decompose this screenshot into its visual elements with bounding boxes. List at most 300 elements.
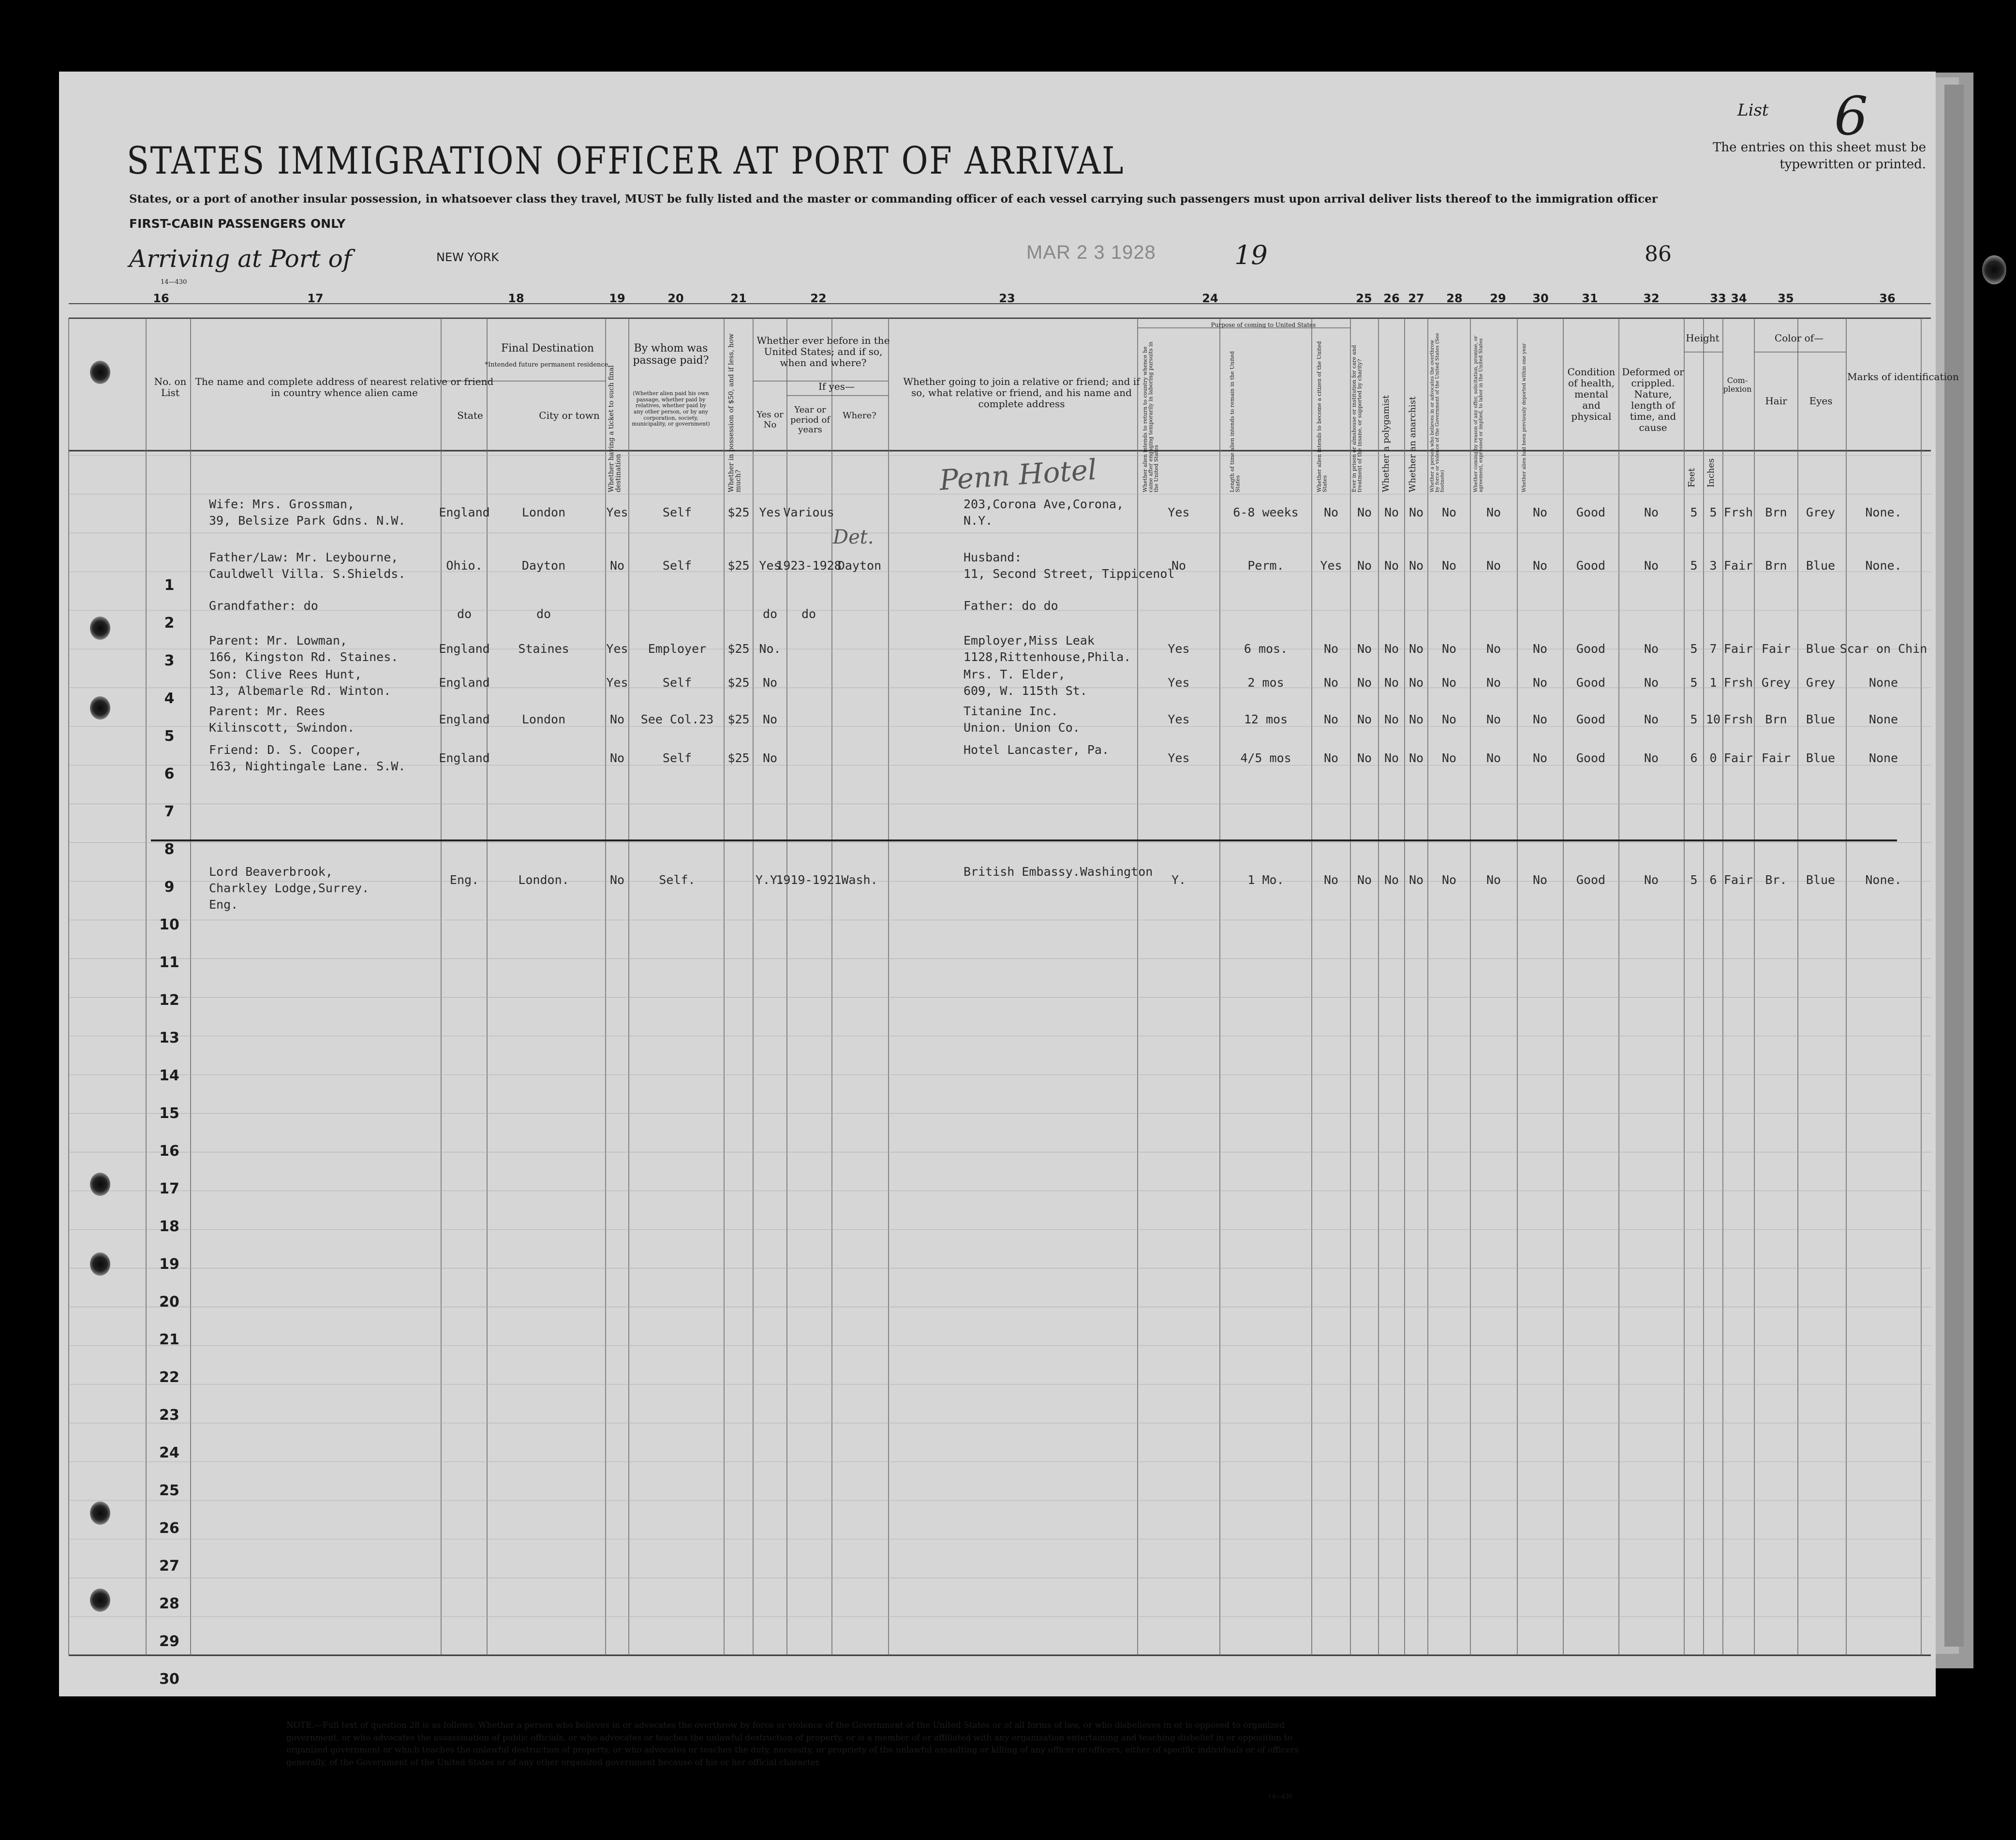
eye-color: Blue — [1806, 873, 1836, 887]
column-number: 17 — [307, 292, 324, 305]
purpose-return-value: No — [1171, 559, 1186, 573]
join-relative-line: Hotel Lancaster, Pa. — [964, 743, 1110, 757]
destination-city: Dayton — [521, 559, 566, 573]
height-inches: 7 — [1709, 642, 1717, 656]
destination-city: London — [521, 505, 566, 519]
height-feet: 5 — [1690, 873, 1698, 887]
prison-value: No — [1357, 505, 1372, 519]
labor-offer-value: No — [1486, 505, 1501, 519]
height-feet: 5 — [1690, 642, 1698, 656]
join-relative-line: Titanine Inc. — [964, 704, 1058, 718]
column-number: 18 — [508, 292, 524, 305]
anarchist-value: No — [1408, 559, 1424, 573]
column-number: 16 — [153, 292, 169, 305]
deformed-value: No — [1644, 642, 1659, 656]
relative-address-line: Wife: Mrs. Grossman, — [209, 497, 355, 511]
deformed-value: No — [1644, 505, 1659, 519]
deported-value: No — [1532, 642, 1548, 656]
deformed-value: No — [1644, 873, 1659, 887]
polygamist-value: No — [1384, 712, 1399, 726]
purpose-return-value: Yes — [1168, 505, 1190, 519]
passage-paid-by: Self — [662, 676, 692, 690]
row-number: 13 — [159, 1030, 179, 1046]
height-feet: 5 — [1690, 712, 1698, 726]
header-final-destination: Final Destination — [501, 342, 594, 354]
length-of-stay: 4/5 mos — [1240, 751, 1291, 765]
eye-color: Blue — [1806, 712, 1836, 726]
row-number: 11 — [159, 954, 179, 971]
health-value: Good — [1576, 642, 1606, 656]
deported-value: No — [1532, 559, 1548, 573]
column-number: 22 — [810, 292, 827, 305]
eye-color: Blue — [1806, 751, 1836, 765]
row-number: 18 — [159, 1218, 179, 1235]
header-inches: Inches — [1706, 458, 1716, 487]
row-number: 26 — [159, 1520, 179, 1537]
identification-marks: None — [1868, 676, 1898, 690]
deported-value: No — [1532, 873, 1548, 887]
header-year-period: Year or period of years — [790, 405, 830, 435]
ticket-value: No — [609, 559, 625, 573]
destination-state: England — [439, 751, 490, 765]
citizen-intent: No — [1323, 676, 1339, 690]
height-inches: 1 — [1709, 676, 1717, 690]
row-number: 25 — [159, 1482, 179, 1499]
row-number: 21 — [159, 1331, 179, 1348]
length-of-stay: 1 Mo. — [1247, 873, 1284, 887]
header-no-on-list: No. on List — [154, 376, 187, 398]
anarchist-value: No — [1408, 873, 1424, 887]
deformed-value: No — [1644, 676, 1659, 690]
height-inches: 0 — [1709, 751, 1717, 765]
overthrow-value: No — [1441, 642, 1457, 656]
destination-state: England — [439, 676, 490, 690]
purpose-return-value: Yes — [1168, 676, 1190, 690]
destination-city: Staines — [518, 642, 569, 656]
column-number: 29 — [1490, 292, 1506, 305]
prison-value: No — [1357, 676, 1372, 690]
relative-address-line: Cauldwell Villa. S.Shields. — [209, 567, 406, 581]
handwritten-penn-hotel: Penn Hotel — [938, 453, 1098, 497]
ever-before-value: do — [762, 607, 778, 621]
hair-color: Fair — [1761, 642, 1791, 656]
header-final-destination-note: *Intended future permanent residence. — [485, 361, 610, 368]
join-relative-line: 609, W. 115th St. — [964, 684, 1087, 698]
complexion-value: Fair — [1723, 559, 1753, 573]
height-inches: 10 — [1705, 712, 1721, 726]
citizen-intent: No — [1323, 642, 1339, 656]
binder-hole — [90, 1589, 110, 1612]
height-inches: 6 — [1709, 873, 1717, 887]
identification-marks: None — [1868, 751, 1898, 765]
header-height: Height — [1686, 332, 1720, 344]
header-ever-before: Whether ever before in the United States; and if so, when and where? — [756, 335, 890, 368]
typewritten-instruction: The entries on this sheet must be typewritten or printed. — [1713, 140, 1926, 172]
ever-before-value: No — [762, 712, 778, 726]
identification-marks: None. — [1865, 873, 1902, 887]
height-inches: 3 — [1709, 559, 1717, 573]
passage-paid-by: Self — [662, 751, 692, 765]
deported-value: No — [1532, 712, 1548, 726]
row-number: 24 — [159, 1444, 179, 1461]
destination-state: Eng. — [449, 873, 479, 887]
join-relative-line: Mrs. T. Elder, — [964, 667, 1066, 681]
identification-marks: None. — [1865, 505, 1902, 519]
row-number: 5 — [164, 728, 175, 745]
header-passage-note: (Whether alien paid his own passage, whether paid by relatives, whether paid by any other person, or by any corporation, society, municipality, or government) — [632, 390, 710, 427]
complexion-value: Fair — [1723, 642, 1753, 656]
relative-address-line: Grandfather: do — [209, 599, 318, 613]
row-number: 29 — [159, 1633, 179, 1650]
polygamist-value: No — [1384, 559, 1399, 573]
eye-color: Grey — [1806, 676, 1836, 690]
relative-address-line: Parent: Mr. Rees — [209, 704, 326, 718]
polygamist-value: No — [1384, 751, 1399, 765]
footer-form-number: 14—430 — [1268, 1793, 1293, 1800]
height-feet: 5 — [1690, 559, 1698, 573]
money-value: $25 — [727, 559, 750, 573]
hair-color: Grey — [1761, 676, 1791, 690]
row-number: 22 — [159, 1369, 179, 1386]
row-number: 7 — [164, 803, 175, 820]
join-relative-line: British Embassy.Washington — [964, 865, 1153, 879]
header-where: Where? — [843, 411, 876, 421]
anarchist-value: No — [1408, 712, 1424, 726]
column-number: 24 — [1202, 292, 1218, 305]
destination-state: Ohio. — [446, 559, 483, 573]
cabin-class: FIRST-CABIN PASSENGERS ONLY — [129, 217, 346, 231]
height-inches: 5 — [1709, 505, 1717, 519]
row-number: 20 — [159, 1294, 179, 1310]
polygamist-value: No — [1384, 873, 1399, 887]
year-prefix: 19 — [1234, 240, 1268, 270]
ever-before-value: No — [762, 751, 778, 765]
header-ticket: Whether having a ticket to such final destination — [608, 365, 623, 492]
eye-color: Blue — [1806, 559, 1836, 573]
header-join-relative: Whether going to join a relative or friend; and if so, what relative or friend, and his name and complete address — [903, 376, 1140, 410]
row-number: 27 — [159, 1558, 179, 1575]
polygamist-value: No — [1384, 676, 1399, 690]
header-yes-no: Yes or No — [756, 410, 784, 430]
length-of-stay: 12 mos — [1244, 712, 1288, 726]
header-if-yes: If yes— — [818, 381, 855, 392]
passage-paid-by: Self — [662, 505, 692, 519]
relative-address-line: Father/Law: Mr. Leybourne, — [209, 550, 399, 564]
anarchist-value: No — [1408, 676, 1424, 690]
health-value: Good — [1576, 751, 1606, 765]
row-number: 23 — [159, 1407, 179, 1424]
length-of-stay: 6-8 weeks — [1233, 505, 1299, 519]
row-number: 10 — [159, 916, 179, 933]
destination-city: London — [521, 712, 566, 726]
relative-address-line: Kilinscott, Swindon. — [209, 721, 355, 735]
length-of-stay: 6 mos. — [1244, 642, 1288, 656]
join-relative-line: N.Y. — [964, 514, 993, 528]
header-eyes: Eyes — [1809, 395, 1833, 407]
row-number: 6 — [164, 765, 175, 782]
polygamist-value: No — [1384, 642, 1399, 656]
row-number: 15 — [159, 1105, 179, 1122]
citizen-intent: No — [1323, 712, 1339, 726]
hair-color: Br. — [1765, 873, 1787, 887]
row-number: 2 — [164, 615, 175, 632]
destination-city: London. — [518, 873, 569, 887]
form-title: STATES IMMIGRATION OFFICER AT PORT OF ARRIVAL — [127, 139, 1125, 183]
complexion-value: Frsh — [1723, 676, 1753, 690]
years-value: 1919-1921 — [776, 873, 842, 887]
purpose-return-value: Yes — [1168, 751, 1190, 765]
deported-value: No — [1532, 676, 1548, 690]
eye-color: Grey — [1806, 505, 1836, 519]
page-number: 86 — [1645, 242, 1672, 266]
overthrow-value: No — [1441, 676, 1457, 690]
arriving-label: Arriving at Port of — [129, 245, 352, 273]
relative-address-line: 39, Belsize Park Gdns. N.W. — [209, 514, 406, 528]
identification-marks: None. — [1865, 559, 1902, 573]
relative-address-line: 166, Kingston Rd. Staines. — [209, 650, 399, 664]
column-number: 20 — [667, 292, 684, 305]
relative-address-line: Eng. — [209, 898, 238, 912]
header-prison: Ever in prison or almshouse or institution for care and treatment of the insane, or supported by charity? — [1351, 345, 1363, 492]
ticket-value: Yes — [606, 505, 628, 519]
overthrow-value: No — [1441, 873, 1457, 887]
destination-state: England — [439, 712, 490, 726]
row-number: 16 — [159, 1143, 179, 1160]
header-color-of: Color of— — [1774, 332, 1824, 344]
header-deformed: Deformed or crippled. Nature, length of time, and cause — [1622, 366, 1684, 433]
deformed-value: No — [1644, 712, 1659, 726]
header-fifty-dollars: Whether in possession of $50, and if less, how much? — [727, 333, 742, 492]
deformed-value: No — [1644, 559, 1659, 573]
column-number: 28 — [1446, 292, 1463, 305]
join-relative-line: Father: do do — [964, 599, 1058, 613]
complexion-value: Fair — [1723, 751, 1753, 765]
ticket-value: No — [609, 751, 625, 765]
labor-offer-value: No — [1486, 559, 1501, 573]
health-value: Good — [1576, 676, 1606, 690]
complexion-value: Fair — [1723, 873, 1753, 887]
years-value: Various — [783, 505, 834, 519]
labor-offer-value: No — [1486, 873, 1501, 887]
header-overthrow: Whether a person who believes in or advocates the overthrow by force or violence of the Government of the United States (See footnote) — [1430, 333, 1445, 492]
header-health: Condition of health, mental and physical — [1567, 366, 1616, 422]
column-number: 21 — [730, 292, 747, 305]
years-value: 1923-1928 — [776, 559, 842, 573]
binder-hole — [90, 361, 110, 384]
where-value: Wash. — [841, 873, 878, 887]
relative-address-line: Son: Clive Rees Hunt, — [209, 667, 362, 681]
footnote-question-28: NOTE.—Full text of question 28 is as follows: Whether a person who believes in or advocates the overthrow by force or violence of the Government of the United States or of all forms of law, or who disbelieves in or is opposed to organized government, or who advocates the assassination of public officials, or who advocates or teaches the unlawful destruction of property, or is a member of or affiliated with any organization entertaining and teaching disbelief in or opposition to organized government or which teaches the unlawful destruction of property, or who advocates or teaches the duty, necessity, or propriety of the unlawful assaulting or killing of any officer or officers, either of specific individuals or of officers generally, of the Government of the United States or of any other organized government because of his or her official character. — [286, 1721, 1299, 1767]
ever-before-value: Yes — [759, 559, 781, 573]
binder-hole — [1982, 255, 2006, 284]
header-labor-offer: Whether coming by reason of any offer, solicitation, promise, or agreement, expressed or implied, to labor in the United States — [1473, 336, 1484, 492]
column-number: 25 — [1356, 292, 1372, 305]
ever-before-value: Y.Y. — [755, 873, 785, 887]
deformed-value: No — [1644, 751, 1659, 765]
complexion-value: Frsh — [1723, 712, 1753, 726]
citizen-intent: Yes — [1320, 559, 1342, 573]
ticket-value: No — [609, 712, 625, 726]
prison-value: No — [1357, 559, 1372, 573]
join-relative-line: Employer,Miss Leak — [964, 633, 1095, 648]
years-value: do — [801, 607, 816, 621]
ticket-value: Yes — [606, 676, 628, 690]
port-name: NEW YORK — [436, 250, 499, 264]
passage-paid-by: Self. — [659, 873, 696, 887]
purpose-return-value: Yes — [1168, 642, 1190, 656]
destination-city: do — [536, 607, 551, 621]
passage-paid-by: Self — [662, 559, 692, 573]
relative-address-line: Charkley Lodge,Surrey. — [209, 881, 370, 895]
hair-color: Brn — [1765, 505, 1787, 519]
relative-address-line: 163, Nightingale Lane. S.W. — [209, 759, 406, 773]
join-relative-line: 203,Corona Ave,Corona, — [964, 497, 1124, 511]
height-feet: 5 — [1690, 505, 1698, 519]
row-number: 19 — [159, 1256, 179, 1273]
overthrow-value: No — [1441, 751, 1457, 765]
relative-address-line: Parent: Mr. Lowman, — [209, 633, 347, 648]
length-of-stay: Perm. — [1247, 559, 1284, 573]
binder-hole — [90, 1501, 110, 1525]
overthrow-value: No — [1441, 559, 1457, 573]
prison-value: No — [1357, 642, 1372, 656]
column-number: 36 — [1879, 292, 1896, 305]
relative-address-line: Friend: D. S. Cooper, — [209, 743, 362, 757]
header-complexion: Com-plexion — [1723, 376, 1752, 394]
column-number: 26 — [1383, 292, 1400, 305]
citizen-intent: No — [1323, 505, 1339, 519]
form-subtitle: States, or a port of another insular possession, in whatsoever class they travel, MUST be fully listed and the master or commanding officer of each vessel carrying such passengers must upon arrival deliver lists thereof to the immigration officer — [129, 192, 1658, 206]
money-value: $25 — [727, 642, 750, 656]
hair-color: Brn — [1765, 712, 1787, 726]
header-hair: Hair — [1765, 395, 1787, 407]
column-number: 23 — [999, 292, 1015, 305]
deported-value: No — [1532, 505, 1548, 519]
ticket-value: No — [609, 873, 625, 887]
column-number: 31 — [1582, 292, 1598, 305]
header-nearest-relative: The name and complete address of nearest relative or friend in country whence alien came — [195, 376, 494, 398]
row-number: 28 — [159, 1595, 179, 1612]
destination-state: England — [439, 505, 490, 519]
purpose-return-value: Y. — [1171, 873, 1186, 887]
header-city: City or town — [539, 410, 600, 421]
join-relative-line: Union. Union Co. — [964, 721, 1080, 735]
relative-address-line: Lord Beaverbrook, — [209, 865, 333, 879]
list-number: 6 — [1834, 85, 1868, 147]
header-deported: Whether alien had been previously deported within one year — [1522, 343, 1527, 492]
date-stamp: MAR 2 3 1928 — [1026, 242, 1156, 263]
join-relative-line: 1128,Rittenhouse,Phila. — [964, 650, 1131, 664]
complexion-value: Frsh — [1723, 505, 1753, 519]
identification-marks: Scar on Chin — [1839, 642, 1927, 656]
header-purpose-length: Length of time alien intends to remain in the United States — [1229, 351, 1241, 492]
health-value: Good — [1576, 712, 1606, 726]
header-purpose-return: Whether alien intends to return to country whence he came after engaging temporarily in laboring pursuits in the United States — [1142, 341, 1160, 492]
anarchist-value: No — [1408, 642, 1424, 656]
row-number: 17 — [159, 1180, 179, 1197]
height-feet: 6 — [1690, 751, 1698, 765]
row-number: 1 — [164, 577, 175, 594]
health-value: Good — [1576, 559, 1606, 573]
column-number: 34 — [1731, 292, 1747, 305]
binder-hole — [90, 1252, 110, 1276]
form-number: 14—430 — [161, 279, 187, 286]
hair-color: Brn — [1765, 559, 1787, 573]
destination-state: England — [439, 642, 490, 656]
row-number: 14 — [159, 1067, 179, 1084]
column-number: 32 — [1643, 292, 1660, 305]
eye-color: Blue — [1806, 642, 1836, 656]
header-passage-paid: By whom was passage paid? — [633, 342, 709, 367]
citizen-intent: No — [1323, 873, 1339, 887]
prison-value: No — [1357, 751, 1372, 765]
labor-offer-value: No — [1486, 642, 1501, 656]
overthrow-value: No — [1441, 505, 1457, 519]
money-value: $25 — [727, 505, 750, 519]
ever-before-value: No. — [759, 642, 781, 656]
health-value: Good — [1576, 505, 1606, 519]
join-relative-line: 11, Second Street, Tippicenol — [964, 567, 1175, 581]
where-value: Dayton — [837, 559, 882, 573]
passage-paid-by: See Col.23 — [640, 712, 714, 726]
join-relative-line: Husband: — [964, 550, 1022, 564]
overthrow-value: No — [1441, 712, 1457, 726]
manifest-sheet — [59, 72, 1959, 1800]
identification-marks: None — [1868, 712, 1898, 726]
length-of-stay: 2 mos — [1247, 676, 1284, 690]
passage-paid-by: Employer — [648, 642, 707, 656]
row-number: 8 — [164, 841, 175, 858]
health-value: Good — [1576, 873, 1606, 887]
column-number: 35 — [1778, 292, 1794, 305]
header-polygamist: Whether a polygamist — [1381, 395, 1391, 492]
money-value: $25 — [727, 676, 750, 690]
column-number: 27 — [1408, 292, 1424, 305]
binder-hole — [90, 696, 110, 720]
binder-hole — [90, 1173, 110, 1196]
money-value: $25 — [727, 712, 750, 726]
column-number: 30 — [1532, 292, 1549, 305]
header-state: State — [457, 410, 483, 421]
row-number: 4 — [164, 690, 175, 707]
purpose-return-value: Yes — [1168, 712, 1190, 726]
anarchist-value: No — [1408, 505, 1424, 519]
row-number: 3 — [164, 652, 175, 669]
ever-before-value: Yes — [759, 505, 781, 519]
ticket-value: Yes — [606, 642, 628, 656]
polygamist-value: No — [1384, 505, 1399, 519]
destination-state: do — [457, 607, 472, 621]
labor-offer-value: No — [1486, 751, 1501, 765]
header-feet: Feet — [1687, 468, 1697, 487]
column-number: 19 — [609, 292, 625, 305]
ever-before-value: No — [762, 676, 778, 690]
header-purpose-citizen: Whether alien intends to become a citizen of the United States — [1316, 341, 1328, 492]
deported-value: No — [1532, 751, 1548, 765]
prison-value: No — [1357, 712, 1372, 726]
hair-color: Fair — [1761, 751, 1791, 765]
handwritten-det: Det. — [833, 526, 874, 548]
header-purpose: Purpose of coming to United States — [1211, 322, 1316, 328]
header-marks: Marks of identification — [1847, 371, 1959, 383]
labor-offer-value: No — [1486, 712, 1501, 726]
binder-hole — [90, 617, 110, 640]
prison-value: No — [1357, 873, 1372, 887]
citizen-intent: No — [1323, 751, 1339, 765]
column-number: 33 — [1710, 292, 1726, 305]
height-feet: 5 — [1690, 676, 1698, 690]
anarchist-value: No — [1408, 751, 1424, 765]
